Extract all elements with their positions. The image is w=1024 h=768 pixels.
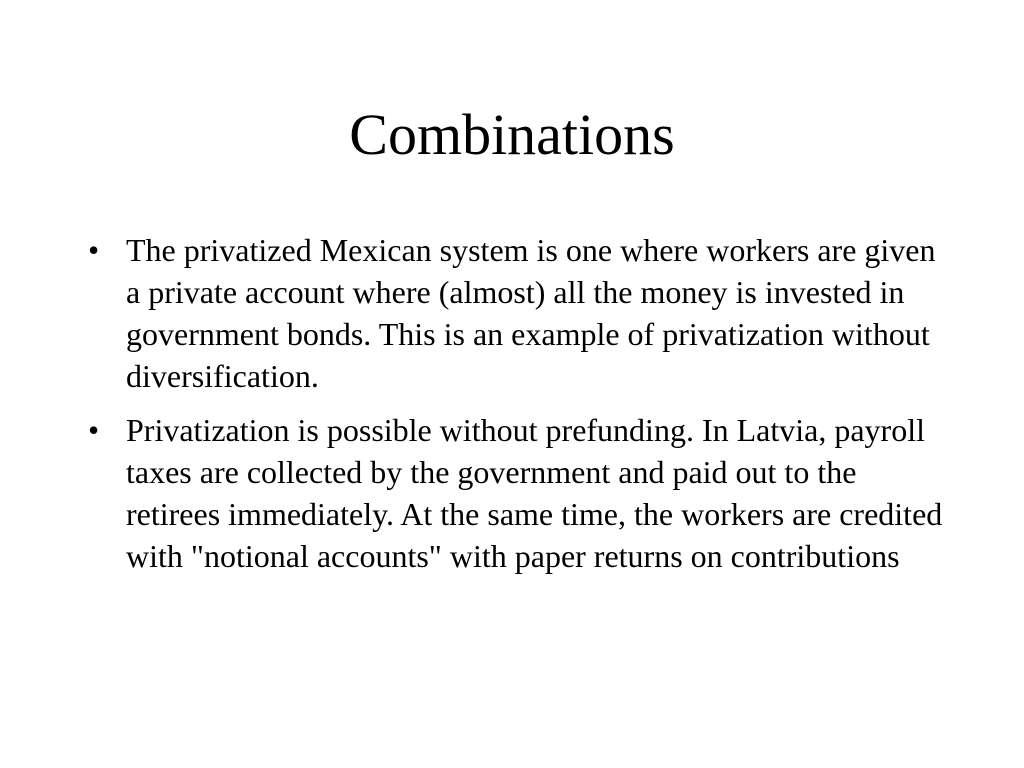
slide-title: Combinations bbox=[349, 102, 675, 167]
bullet-list bbox=[88, 229, 948, 589]
bullet-icon: • bbox=[88, 232, 100, 268]
bullet-icon: • bbox=[88, 412, 100, 448]
bullet-text: The privatized Mexican system is one where workers are given a private account where (almost) all the money is invested in government bonds. This is an example of privatization without diversification. bbox=[126, 232, 936, 394]
bullet-text: Privatization is possible without prefunding. In Latvia, payroll taxes are collected by the government and paid out to the retirees immediately. At the same time, the workers are credited with "notional accounts" with paper returns on contributions bbox=[126, 412, 943, 574]
bullet-item-mexican-system bbox=[88, 229, 948, 397]
bullet-item-latvia-notional-accounts bbox=[88, 409, 948, 577]
